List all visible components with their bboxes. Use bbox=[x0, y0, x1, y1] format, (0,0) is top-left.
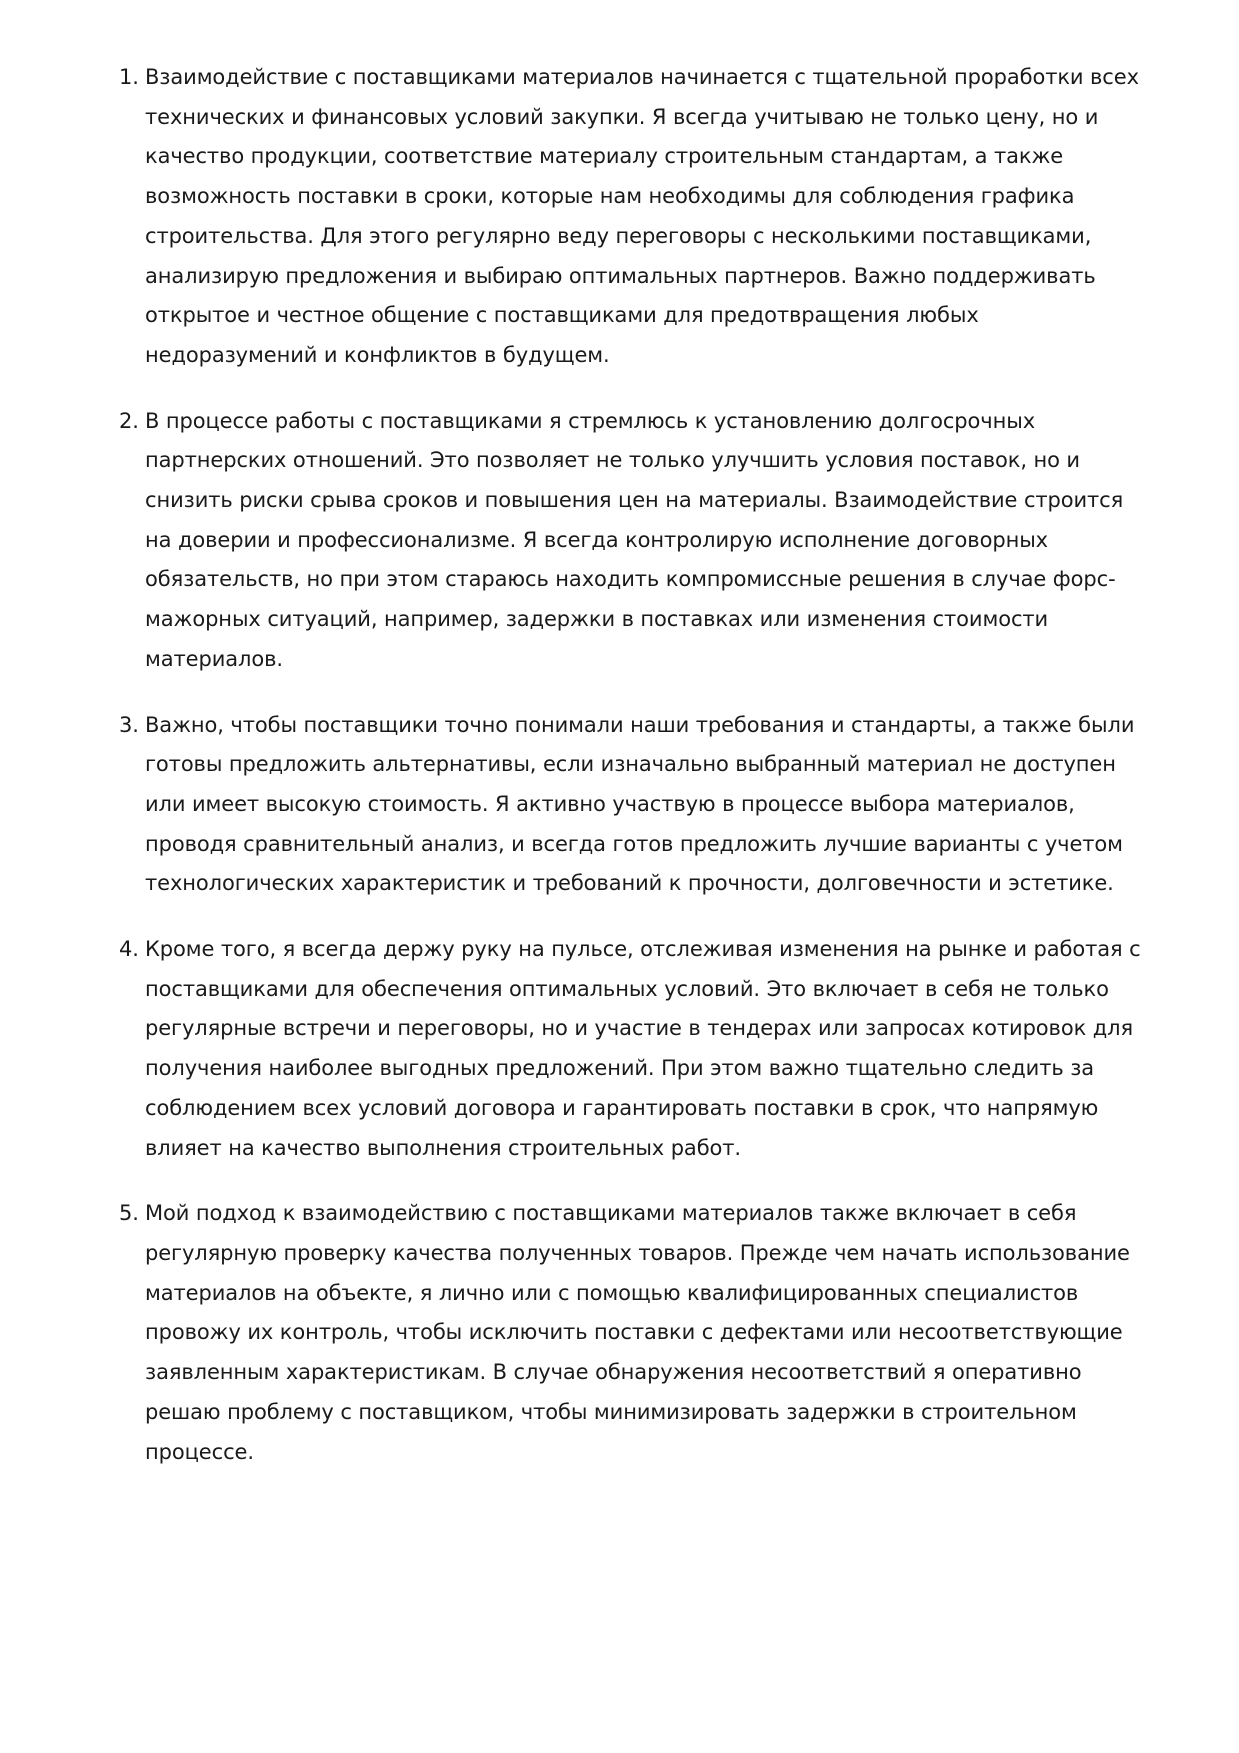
item-number: 2. bbox=[119, 408, 139, 433]
item-number: 1. bbox=[119, 65, 139, 89]
item-number: 5. bbox=[119, 1201, 139, 1226]
list-item-1 bbox=[119, 58, 1144, 376]
item-text: В процессе работы с поставщиками я стремлюсь к установлению долгосрочных партнерских отношений. Это позволяет не только улучшить условия поставок, но и снизить риски срыва сроков и повышения цен на материалы. Взаимодействие строится на доверии и профессионализме. Я всегда контролирую исполнение договорных обязательств, но при этом стараюсь находить компромиссные решения в случае форс-мажорных ситуаций, например, задержки в поставках или изменения стоимости материалов. bbox=[145, 408, 1124, 671]
item-text: Мой подход к взаимодействию с поставщиками материалов также включает в себя регулярную проверку качества полученных товаров. Прежде чем начать использование материалов на объекте, я лично или с помощью квалифицированных специалистов провожу их контроль, чтобы исключить поставки с дефектами или несоответствующие заявленным характеристикам. В случае обнаружения несоответствий я оперативно решаю проблему с поставщиком, чтобы минимизировать задержки в строительном процессе. bbox=[145, 1201, 1130, 1464]
list-item-5 bbox=[119, 1194, 1144, 1472]
list-item-4 bbox=[119, 930, 1144, 1168]
item-number: 4. bbox=[119, 937, 139, 962]
list-item-2 bbox=[119, 402, 1144, 680]
item-text: Важно, чтобы поставщики точно понимали наши требования и стандарты, а также были готовы предложить альтернативы, если изначально выбранный материал не доступен или имеет высокую стоимость. Я активно участвую в процессе выбора материалов, проводя сравнительный анализ, и всегда готов предложить лучшие варианты с учетом технологических характеристик и требований к прочности, долговечности и эстетике. bbox=[145, 712, 1135, 896]
numbered-list bbox=[119, 58, 1144, 1498]
list-item-3 bbox=[119, 706, 1144, 905]
item-text: Взаимодействие с поставщиками материалов начинается с тщательной проработки всех технических и финансовых условий закупки. Я всегда учитываю не только цену, но и качество продукции, соответствие материалу строительным стандартам, а также возможность поставки в сроки, которые нам необходимы для соблюдения графика строительства. Для этого регулярно веду переговоры с несколькими поставщиками, анализирую предложения и выбираю оптимальных партнеров. Важно поддерживать открытое и честное общение с поставщиками для предотвращения любых недоразумений и конфликтов в будущем. bbox=[145, 65, 1139, 367]
item-number: 3. bbox=[119, 712, 139, 737]
item-text: Кроме того, я всегда держу руку на пульсе, отслеживая изменения на рынке и работая с поставщиками для обеспечения оптимальных условий. Это включает в себя не только регулярные встречи и переговоры, но и участие в тендерах или запросах котировок для получения наиболее выгодных предложений. При этом важно тщательно следить за соблюдением всех условий договора и гарантировать поставки в срок, что напрямую влияет на качество выполнения строительных работ. bbox=[145, 937, 1141, 1160]
